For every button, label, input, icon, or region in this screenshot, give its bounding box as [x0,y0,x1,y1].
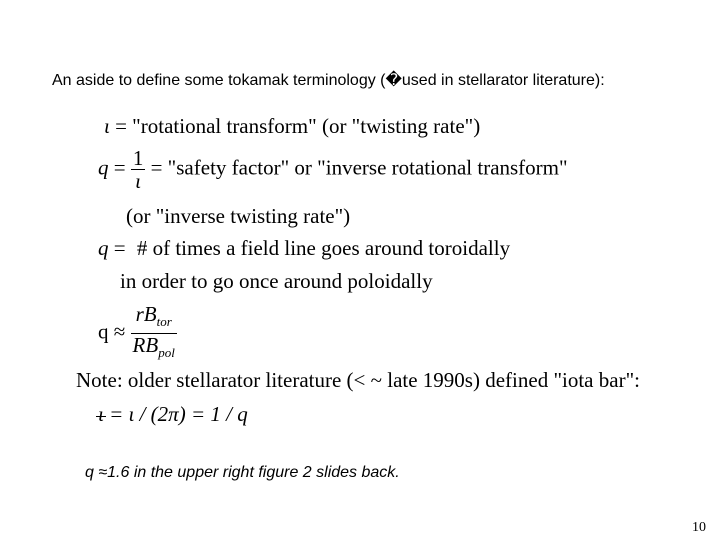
note-line-text: Note: older stellarator literature (< ~ late 1990s) defined "iota bar": [76,368,640,392]
equation-q-definition [98,147,568,192]
equation-q-field-line [98,236,510,261]
equals-sign-2: = [113,236,126,260]
equation-q-definition-cont [126,204,350,229]
equation-q-approx [98,303,177,364]
q-symbol-2: q [98,236,109,260]
fraction-rb-over-rb [131,303,177,364]
iota-definition-text: = "rotational transform" (or "twisting rate") [115,114,481,138]
tor-subscript: tor [156,314,172,330]
rbtor-numerator [131,303,177,333]
rb-text: rB [135,302,157,326]
fraction-numerator: 1 [132,146,144,170]
pol-subscript: pol [158,345,175,361]
fraction-one-over-iota [131,147,146,192]
iota-symbol: ι [104,114,110,138]
heading [52,70,605,90]
equation-q-field-line-cont [120,269,433,294]
heading-after: used in stellarator literature): [401,72,605,89]
footnote [85,464,400,482]
field-line-cont-text: in order to go once around poloidally [120,269,433,293]
page-number: 10 [692,520,706,535]
heading-before: An aside to define some tokamak terminology ( [52,72,386,89]
iota-bar-symbol: ι [98,402,104,426]
q-definition-text: = "safety factor" or "inverse rotational transform" [150,155,568,180]
iota-bar-rest: = ι / (2π) = 1 / q [109,402,248,426]
equation-iota-bar [98,402,248,427]
heading-glyph: � [385,72,402,89]
rbpol-denominator [131,333,177,364]
q-symbol: q [98,155,109,180]
field-line-text: # of times a field line goes around toroidally [136,236,511,260]
footnote-text: q ≈1.6 in the upper right figure 2 slides back. [85,464,400,481]
q-definition-cont-text: (or "inverse twisting rate") [126,204,351,228]
equals-sign: = [113,155,126,180]
q-approx-symbol: q ≈ [98,319,126,344]
equation-iota-definition [104,114,480,139]
equation-note [76,368,640,393]
fraction-denominator: ι [131,169,146,192]
RB-text: RB [132,333,159,358]
